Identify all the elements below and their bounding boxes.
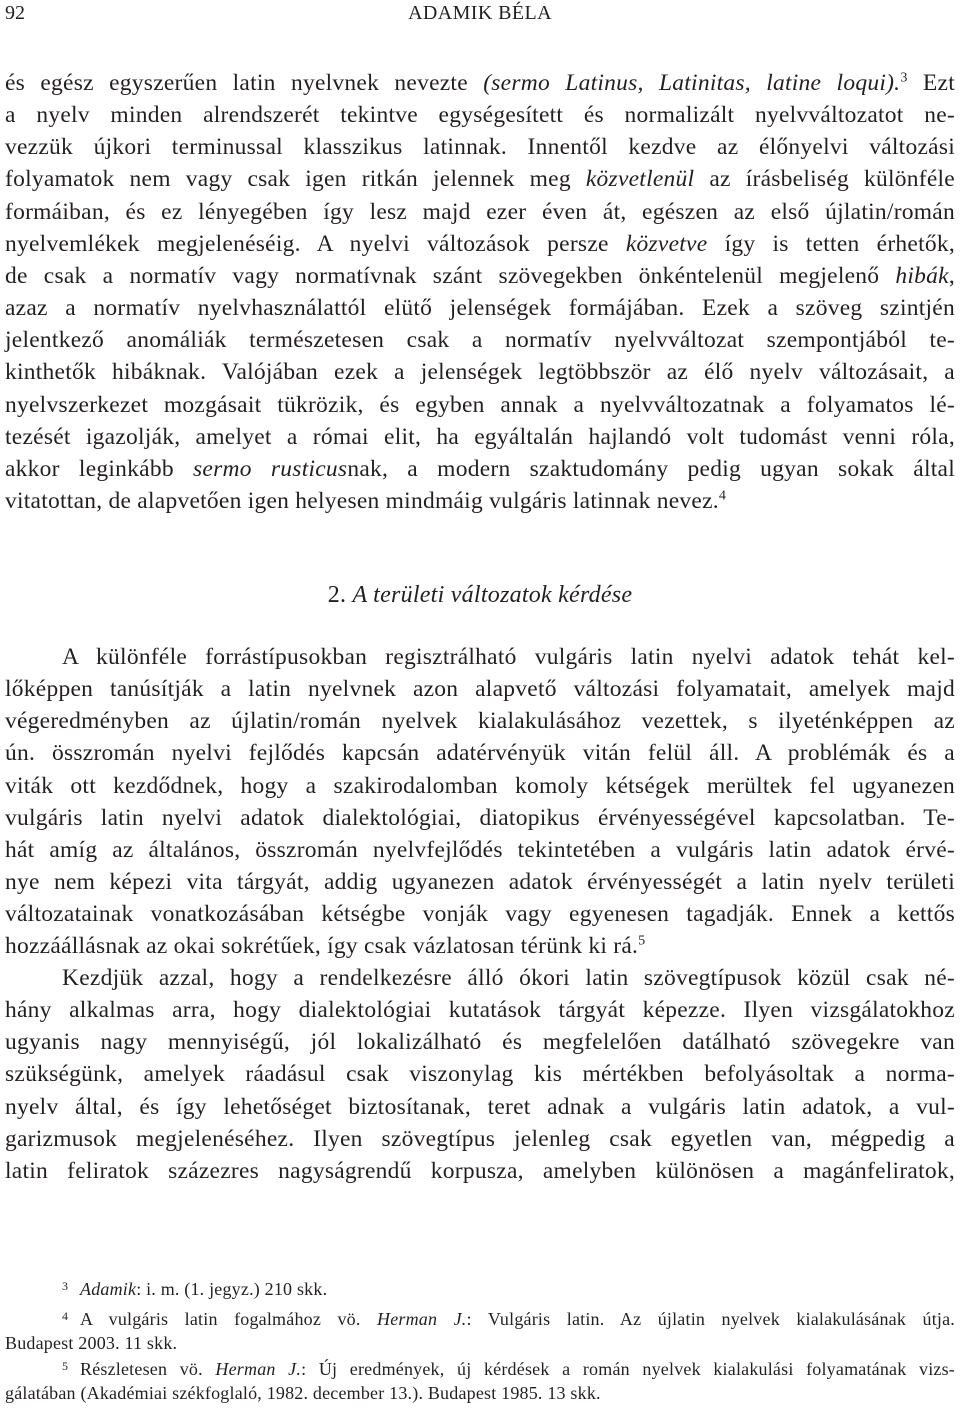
text-line [5, 228, 955, 260]
text-run: ún. összromán nyelvi fejlődés kapcsán adatérvényük vitán felül áll. A problémák és a [5, 740, 955, 767]
text-line [5, 453, 955, 485]
text-line [5, 802, 955, 834]
text-line [5, 485, 955, 517]
text-run: vezzük újkori terminussal klasszikus latinnak. Innentől kezdve az élőnyelvi változási [5, 134, 955, 161]
text-run: nyelvemlékek megjelenéséig. A nyelvi változások persze [5, 230, 626, 257]
text-line [5, 131, 955, 163]
text-line [5, 1277, 955, 1301]
italic-text: sermo rusticus [193, 455, 348, 482]
text-run: , [948, 262, 955, 289]
text-run: ugyanis nagy mennyiségű, jól lokalizálható és megfelelően datálható szövegekre van [5, 1029, 955, 1056]
text-run: szükségünk, amelyek ráadásul csak viszonylag kis mértékben befolyásoltak a norma- [5, 1061, 955, 1088]
text-run: garizmusok megjelenéséhez. Ilyen szövegtípus jelenleg csak egyetlen van, mégpedig a [5, 1125, 955, 1152]
text-run: gálatában (Akadémiai székfoglaló, 1982. december 13.). Budapest 1985. 13 skk. [5, 1383, 601, 1403]
text-line [5, 196, 955, 228]
italic-text: Herman J. [377, 1309, 467, 1329]
text-line [5, 1357, 955, 1381]
footnote-text [5, 1357, 955, 1405]
text-line [5, 292, 955, 324]
text-run: Kezdjük azzal, hogy a rendelkezésre álló ókori latin szövegtípusok közül csak né- [62, 965, 955, 991]
italic-text: közvetve [625, 230, 708, 257]
text-line [5, 67, 955, 99]
footnote-reference: 4 [718, 487, 727, 504]
text-run: hány alkalmas arra, hogy dialektológiai kutatások tárgyát képezze. Ilyen vizsgálatokhoz [5, 997, 955, 1024]
text-line [5, 260, 955, 292]
text-line [5, 99, 955, 131]
italic-text: (sermo Latinus, Latinitas, latine loqui). [483, 70, 901, 96]
text-run: formáiban, és ez lényegében így lesz majd ezer éven át, egészen az első újlatin/román [5, 198, 955, 225]
text-run: A vulgáris latin fogalmához vö. [80, 1309, 377, 1329]
text-line [5, 898, 955, 930]
text-line [5, 866, 955, 898]
text-line [5, 930, 955, 962]
italic-text: közvetlenül [585, 166, 695, 193]
text-run: nyelvszerkezet mozgásait tükrözik, és egyben annak a nyelvváltozatnak a folyamatos lé- [5, 391, 955, 418]
text-run: : Új eredmények, új kérdések a román nyelvek kialakulási folyamatának vizs- [301, 1359, 955, 1379]
text-run: A különféle forrástípusokban regisztrálható vulgáris latin nyelvi adatok tehát kel- [62, 644, 955, 670]
text-run: hát amíg az általános, összromán nyelvfejlődés tekintetében a vulgáris latin adatok érvé- [5, 836, 955, 863]
italic-text: hibák [895, 262, 949, 289]
text-run: nye nem képezi vita tárgyát, addig ugyanezen adatok érvényességét a latin nyelv területi [5, 869, 955, 896]
text-run: az írásbeliség különféle [694, 166, 955, 193]
text-run: Ezt [907, 70, 955, 96]
page-number: 92 [5, 2, 25, 24]
text-run: vitatottan, de alapvetően igen helyesen mindmáig vulgáris latinnak nevez. [5, 488, 719, 515]
footnote-reference: 5 [638, 932, 646, 949]
text-line [5, 1331, 955, 1355]
text-line [5, 1123, 955, 1155]
text-line [5, 1058, 955, 1090]
text-run: nyelv által, és így lehetőséget biztosítanak, teret adnak a vulgáris latin adatok, a vul- [5, 1093, 955, 1120]
footnote-marker: 4 [62, 1309, 69, 1323]
text-line [5, 1381, 955, 1405]
text-line [5, 579, 955, 611]
text-run: hozzáállásnak az okai sokrétűek, így csak vázlatosan térünk ki rá. [5, 933, 639, 960]
text-line [5, 705, 955, 737]
text-run: változatainak vonatkozásában kétségbe vonják vagy egyenesen tagadják. Ennek a kettős [5, 901, 955, 928]
footnote-3 [5, 1277, 955, 1301]
text-run: 2. [327, 582, 353, 608]
italic-text: Adamik [80, 1279, 137, 1299]
text-run: folyamatok nem vagy csak igen ritkán jelennek meg [5, 166, 586, 193]
text-line [5, 834, 955, 866]
running-title: ADAMIK BÉLA [408, 2, 552, 24]
text-run: Budapest 2003. 11 skk. [5, 1333, 178, 1353]
text-line [5, 324, 955, 356]
text-line [5, 1155, 955, 1187]
text-line [5, 962, 955, 994]
text-line [5, 673, 955, 705]
text-run: tezését igazolják, amelyet a római elit, ha egyáltalán hajlandó volt tudomást venni róla, [5, 423, 955, 450]
text-line [5, 994, 955, 1026]
text-run: de csak a normatív vagy normatívnak szánt szövegekben önkéntelenül megjelenő [5, 262, 896, 289]
running-header [0, 0, 960, 26]
text-line [5, 1026, 955, 1058]
text-line [5, 163, 955, 195]
text-run: nak, a modern szaktudomány pedig ugyan sokak által [347, 455, 955, 482]
text-line [5, 389, 955, 421]
footnote-marker: 5 [62, 1359, 69, 1373]
text-run: így is tetten érhetők, [707, 230, 955, 257]
text-run: és egész egyszerűen latin nyelvnek nevezte [5, 70, 484, 96]
footnote-marker: 3 [62, 1279, 69, 1293]
footnote-4 [5, 1307, 955, 1355]
paragraph-3 [5, 962, 955, 1187]
footnote-5 [5, 1357, 955, 1405]
text-line [5, 770, 955, 802]
footnote-text [5, 1307, 955, 1355]
footnote-text [5, 1277, 955, 1301]
text-run: : i. m. (1. jegyz.) 210 skk. [136, 1279, 328, 1299]
text-run: vulgáris latin nyelvi adatok dialektológiai, diatopikus érvényességével kapcsolatban. Te- [5, 804, 955, 831]
text-line [5, 641, 955, 673]
text-run: viták ott kezdődnek, hogy a szakirodalomban komoly kétségek merültek fel ugyanezen [5, 772, 955, 799]
text-run: akkor leginkább [5, 455, 194, 482]
text-run: : Vulgáris latin. Az újlatin nyelvek kialakulásának útja. [466, 1309, 955, 1329]
paragraph-1 [5, 67, 955, 517]
text-run: kinthetők hibáknak. Valójában ezek a jelenségek legtöbbször az élő nyelv változásait, a [5, 359, 955, 386]
text-line [5, 1307, 955, 1331]
text-line [5, 1091, 955, 1123]
italic-text: Herman J. [215, 1359, 302, 1379]
text-line [5, 356, 955, 388]
italic-text: A területi változatok kérdése [352, 582, 633, 608]
text-line [5, 421, 955, 453]
section-heading [5, 579, 955, 611]
text-run: azaz a normatív nyelvhasználattól elütő jelenségek formájában. Ezek a szöveg szintjén [5, 295, 955, 322]
paragraph-2 [5, 641, 955, 963]
text-run: jelentkező anomáliák természetesen csak a normatív nyelvváltozat szempontjából te- [5, 327, 955, 354]
text-run: végeredményben az újlatin/román nyelvek kialakulásához vezettek, s ilyeténképpen az [5, 708, 955, 735]
footnote-reference: 3 [900, 69, 908, 86]
text-run: lőképpen tanúsítják a latin nyelvnek azon alapvető változási folyamatait, amelyek majd [5, 676, 955, 703]
text-line [5, 737, 955, 769]
text-run: a nyelv minden alrendszerét tekintve egységesített és normalizált nyelvváltozatot ne- [5, 102, 955, 129]
text-run: latin feliratok százezres nagyságrendű korpusza, amelyben különösen a magánfeliratok, [5, 1157, 955, 1184]
text-run: Részletesen vö. [80, 1359, 216, 1379]
